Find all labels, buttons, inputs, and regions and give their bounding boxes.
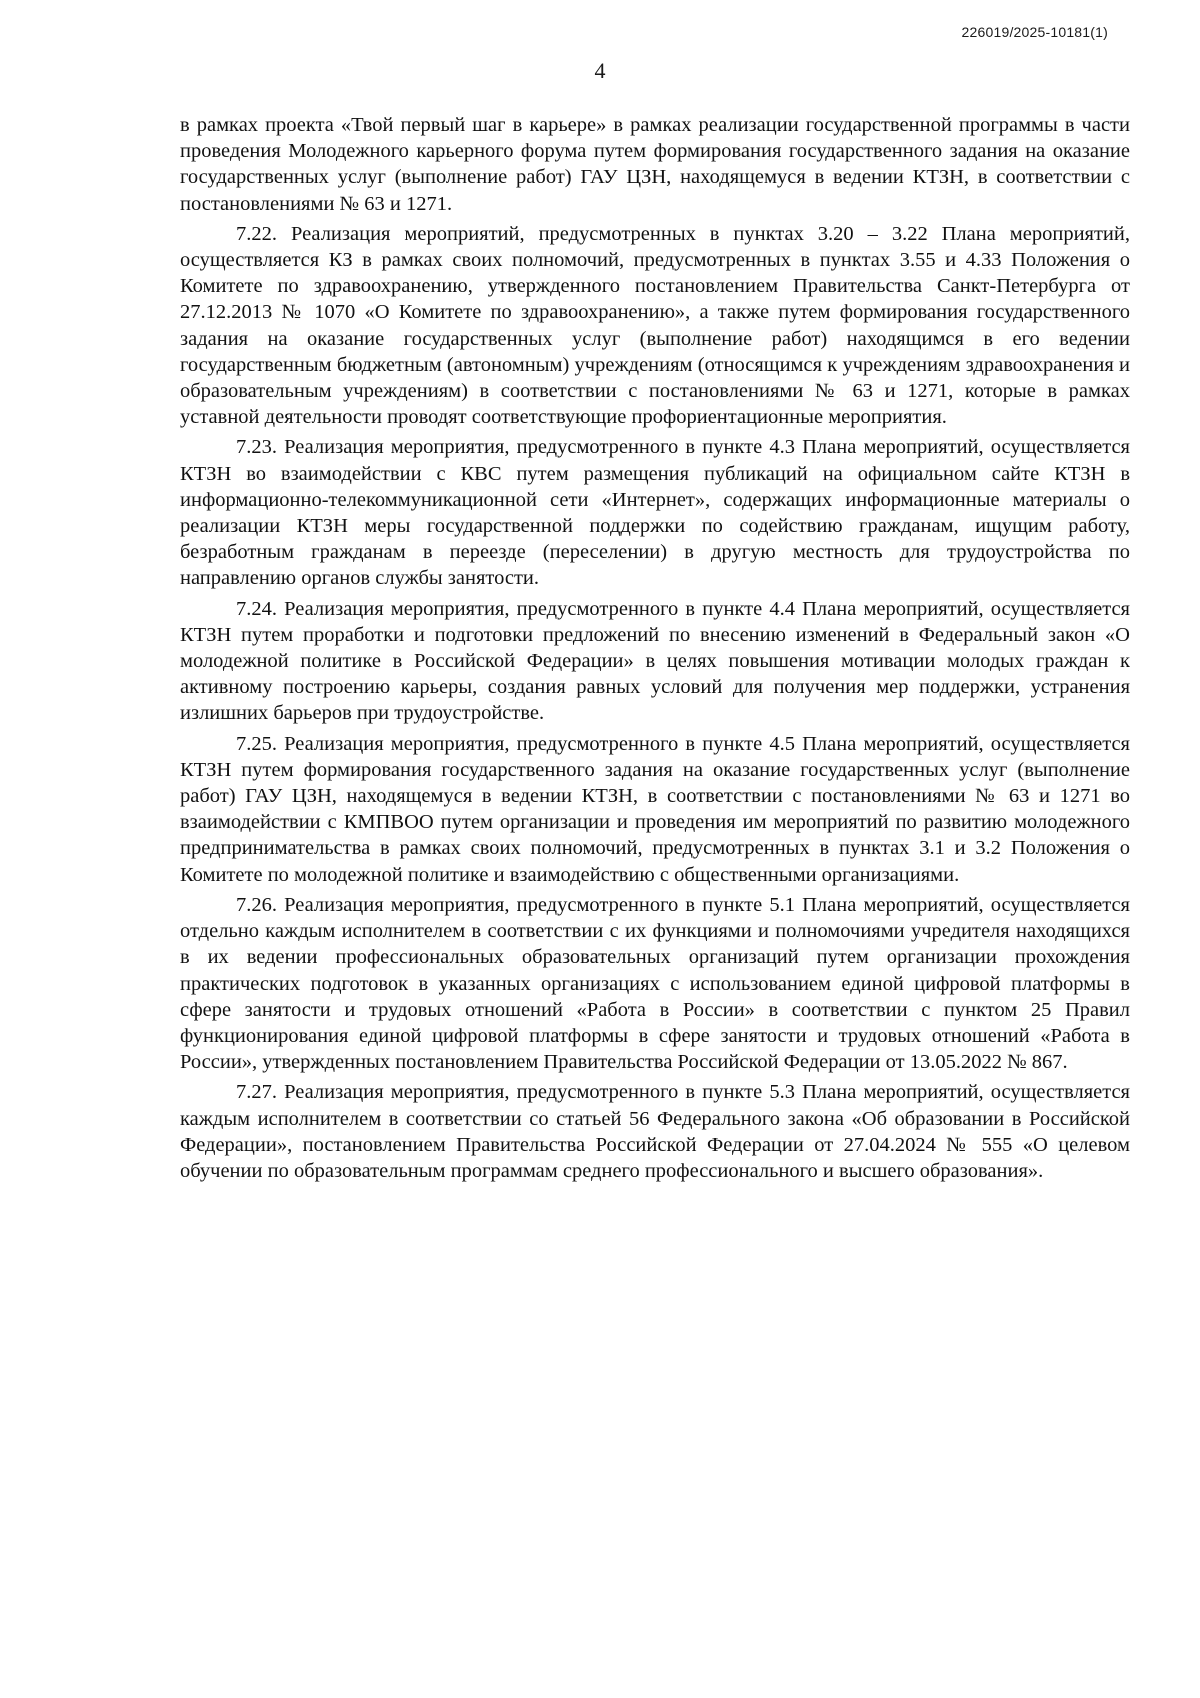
page-number: 4 <box>594 58 606 83</box>
paragraph-7-22: 7.22. Реализация мероприятий, предусмотренных в пунктах 3.20 – 3.22 Плана мероприятий, осуществляется КЗ в рамках своих полномочий, предусмотренных в пунктах 3.55 и 4.33 Положения о Комитете по здравоохранению, утвержденного постановлением Правительства Санкт-Петербурга от 27.12.2013 № 1070 «О Комитете по здравоохранению», а также путем формирования государственного задания на оказание государственных услуг (выполнение работ) находящимся в его ведении государственным бюджетным (автономным) учреждениям (относящимся к учреждениям здравоохранения и образовательным учреждениям) в соответствии с постановлениями № 63 и 1271, которые в рамках уставной деятельности проводят соответствующие профориентационные мероприятия. <box>180 222 1130 429</box>
paragraph-7-27: 7.27. Реализация мероприятия, предусмотренного в пункте 5.3 Плана мероприятий, осуществляется каждым исполнителем в соответствии со статьей 56 Федерального закона «Об образовании в Российской Федерации», постановлением Правительства Российской Федерации от 27.04.2024 № 555 «О целевом обучении по образовательным программам среднего профессионального и высшего образования». <box>180 1081 1130 1182</box>
paragraph-7-23: 7.23. Реализация мероприятия, предусмотренного в пункте 4.3 Плана мероприятий, осуществляется КТЗН во взаимодействии с КВС путем размещения публикаций на официальном сайте КТЗН в информационно-телекоммуникационной сети «Интернет», содержащих информационные материалы о реализации КТЗН меры государственной поддержки по содействию гражданам, ищущим работу, безработным гражданам в переезде (переселении) в другую местность для трудоустройства по направлению органов службы занятости. <box>180 436 1130 590</box>
paragraph-7-25: 7.25. Реализация мероприятия, предусмотренного в пункте 4.5 Плана мероприятий, осуществляется КТЗН путем формирования государственного задания на оказание государственных услуг (выполнение работ) ГАУ ЦЗН, находящемуся в ведении КТЗН, в соответствии с постановлениями № 63 и 1271 во взаимодействии с КМПВОО путем организации и проведения им мероприятий по развитию молодежного предпринимательства в рамках своих полномочий, предусмотренных в пунктах 3.1 и 3.2 Положения о Комитете по молодежной политике и взаимодействию с общественными организациями. <box>180 732 1130 886</box>
paragraph-7-24: 7.24. Реализация мероприятия, предусмотренного в пункте 4.4 Плана мероприятий, осуществляется КТЗН путем проработки и подготовки предложений по внесению изменений в Федеральный закон «О молодежной политике в Российской Федерации» в целях повышения мотивации молодых граждан к активному построению карьеры, создания равных условий для получения мер поддержки, устранения излишних барьеров при трудоустройстве. <box>180 597 1130 725</box>
document-registration-number: 226019/2025-10181(1) <box>961 24 1108 40</box>
document-body <box>180 112 1130 1188</box>
paragraph-continuation: в рамках проекта «Твой первый шаг в карьере» в рамках реализации государственной программы в части проведения Молодежного карьерного форума путем формирования государственного задания на оказание государственных услуг (выполнение работ) ГАУ ЦЗН, находящемуся в ведении КТЗН, в соответствии с постановлениями № 63 и 1271. <box>180 114 1130 215</box>
paragraph-7-26: 7.26. Реализация мероприятия, предусмотренного в пункте 5.1 Плана мероприятий, осуществляется отдельно каждым исполнителем в соответствии с их функциями и полномочиями учредителя находящихся в их ведении профессиональных образовательных организаций путем организации прохождения практических подготовок в указанных организациях с использованием единой цифровой платформы в сфере занятости и трудовых отношений «Работа в России» в соответствии с пунктом 25 Правил функционирования единой цифровой платформы в сфере занятости и трудовых отношений «Работа в России», утвержденных постановлением Правительства Российской Федерации от 13.05.2022 № 867. <box>180 893 1130 1074</box>
